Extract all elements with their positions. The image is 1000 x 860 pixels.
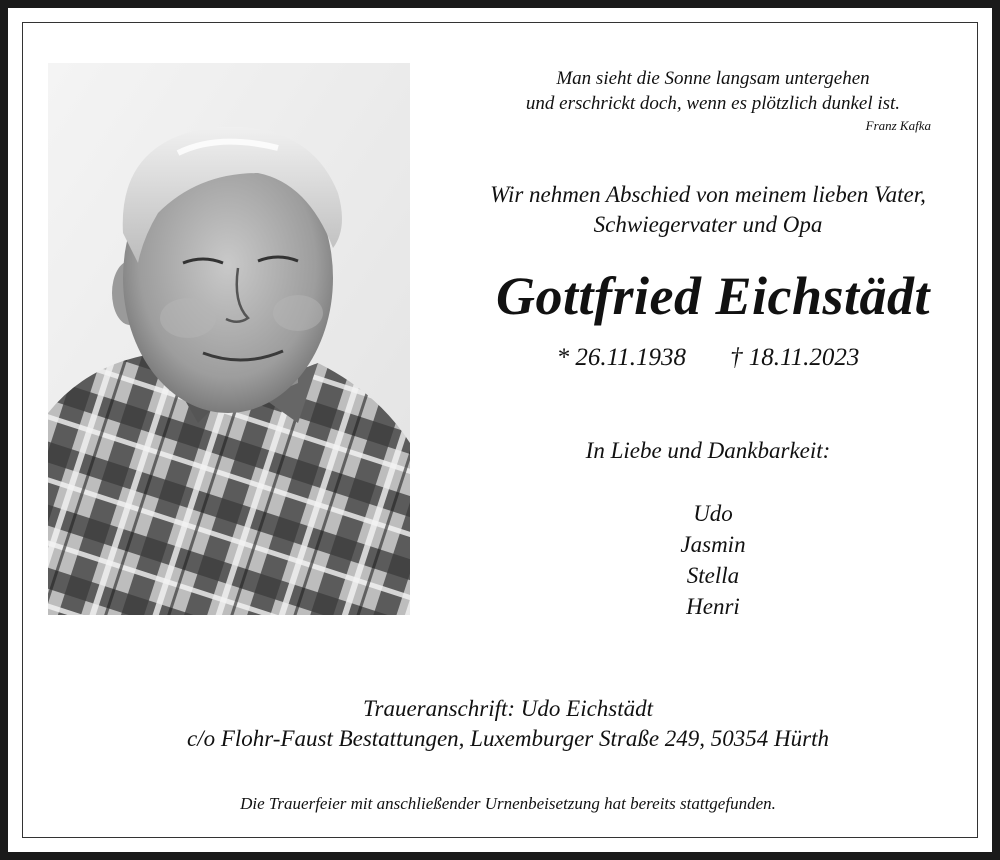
birth-date: * 26.11.1938 (556, 344, 686, 371)
quote-line: und erschrickt doch, wenn es plötzlich dunkel ist. (525, 93, 901, 114)
mourning-address (68, 694, 948, 754)
family-member: Henri (686, 594, 740, 619)
quote-line: Man sieht die Sonne langsam untergehen (556, 68, 870, 89)
deceased-name: Gottfried Eichstädt (495, 266, 930, 326)
family-member: Jasmin (680, 532, 746, 557)
family-list (608, 498, 818, 622)
address-line: Traueranschrift: Udo Eichstädt (362, 696, 654, 721)
portrait-photo (48, 63, 410, 615)
footer-note: Die Trauerfeier mit anschließender Urnenbeisetzung hat bereits stattgefunden. (240, 794, 776, 813)
quote-author: Franz Kafka (865, 118, 931, 133)
death-date: † 18.11.2023 (730, 344, 860, 371)
intro-line: Wir nehmen Abschied von meinem lieben Vater, (490, 182, 926, 207)
life-dates (448, 342, 968, 374)
family-member: Udo (693, 501, 733, 526)
thanks-heading: In Liebe und Dankbarkeit: (585, 438, 831, 463)
intro-line: Schwiegervater und Opa (593, 212, 823, 237)
address-line: c/o Flohr-Faust Bestattungen, Luxemburger Straße 249, 50354 Hürth (187, 726, 829, 751)
family-member: Stella (686, 563, 740, 588)
intro-text (448, 180, 968, 240)
quote (478, 66, 948, 116)
